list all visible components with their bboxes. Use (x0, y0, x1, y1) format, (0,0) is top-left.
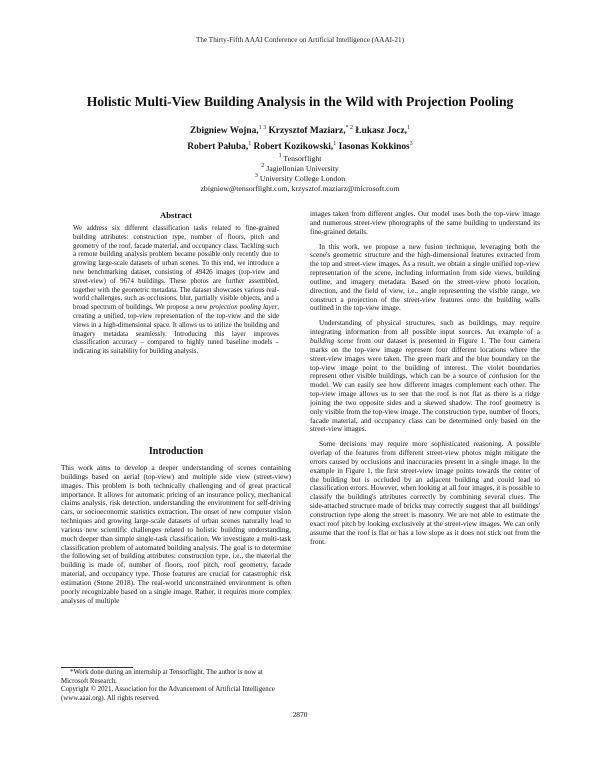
author-affiliation-mark: 1 (248, 140, 252, 147)
affiliation-line: $^3$ University College London (254, 173, 346, 183)
author-name: Łukasz Jocz, (355, 126, 407, 136)
author-emails: zbigniew@tensorflight.com, krzysztof.maziarz@microsoft.com (200, 184, 400, 193)
paragraph: Understanding of physical structures, such as buildings, may require integrating information from all possible input sources. An example of a building scene from our dataset is presented in Figure 1. The four camera marks on the top-view image represent four different locations where the street-view images were taken. The green mark and the blue boundary on the top-view image point to the building of interest. The violet boundaries represent other visible buildings, which can be a source of confusion for the model. We can easily see how different images complement each other. The top-view image allows us to see that the roof is not flat as there is a ridge joining the two opposite sides and a skewed shadow. The roof geometry is only visible from the top-view image. The construction type, number of floors, facade material, and occupancy class can be determined only based on the street-view images. (310, 319, 540, 434)
introduction-heading: Introduction (148, 446, 204, 457)
author-affiliation-mark: 1 (406, 125, 410, 131)
affiliation-line: $^1$ Tensorflight (278, 153, 322, 163)
abstract-heading: Abstract (160, 210, 192, 220)
page-number: 2870 (292, 710, 308, 719)
abstract-body: We address six different classification tasks related to fine-grained building attributes: construction type, number of floors, pitch and geometry of the roof, facade material, and occupancy class. Tackling such a remote building analysis problem became possible only recently due to growing large-scale datasets of urban scenes. To this end, we introduce a new benchmarking dataset, consisting of 49426 images (top-view and street-view) of 9674 buildings. These photos are further assembled, together with the geometric metadata. The dataset showcases various real-world challenges, such as occlusions, blur, partially visible objects, and a broad spectrum of buildings. We propose a new projection pooling layer, creating a unified, top-view representation of the top-view and the side views in a high-dimensional space. It allows us to utilize the building and imagery metadata seamlessly. Introducing this layer improves classification accuracy – compared to highly tuned baseline models – indicating its suitability for building analysis. (73, 225, 279, 356)
author-name: Robert Pałuba, (187, 141, 249, 152)
author-name: Krzysztof Maziarz, (268, 126, 346, 136)
copyright-notice: Copyright © 2021, Association for the Advancement of Artificial Intelligence (www.aaai.org). All rights reserved. (61, 686, 275, 702)
affiliation-line: $^2$ Jagiellonian University (261, 163, 339, 173)
footnote-note: *Work done during an internship at Tensorflight. The author is now at Microsoft Research. (61, 669, 263, 685)
venue-header: The Thirty-Fifth AAAI Conference on Artificial Intelligence (AAAI-21) (195, 36, 405, 44)
author-name: Robert Kozikowski, (253, 141, 334, 152)
paragraph: In this work, we propose a new fusion technique, leveraging both the scene's geometric structure and the high-dimensional features extracted from the top and street-view images. As a result, we obtain a single unified top-view representation of the scene, including information from side views, building outline, and imagery metadata. Based on the street-view photo location, direction, and the field of view, i.e., angle representing the visible range, we construct a projection of the street-view features onto the building walls outlined in the top-view image. (310, 242, 540, 313)
footnote (61, 669, 291, 703)
author-name: Iasonas Kokkinos (338, 141, 410, 152)
right-column (310, 210, 540, 546)
paragraph: This work aims to develop a deeper understanding of scenes containing buildings based on aerial (top-view) and multiple side view (street-view) images. This problem is both technically challenging and of great practical importance. It allows for automatic pricing of an insurance policy, mechanical claims analysis, risk detection, understanding the environment for self-driving cars, or socioeconomic statistics extraction. The onset of new computer vision techniques and growing large-scale datasets of urban scenes naturally lead to various new scientific challenges related to holistic building understanding, much deeper than simple single-task classification. We investigate a multi-task classification problem of automated building analysis. The goal is to determine the following set of building attributes: construction type, i.e., the material the building is made of, number of floors, roof pitch, roof geometry, facade material, and occupancy type. Those features are crucial for catastrophic risk estimation (Stone 2018). The real-world unconstrained environment is often poorly recognizable based on a single image. Rather, it requires more complex analyses of multiple (61, 464, 291, 605)
author-name: Zbigniew Wojna, (190, 126, 259, 136)
introduction-body (61, 464, 291, 606)
paragraph: Some decisions may require more sophisticated reasoning. A possible overlap of the features from different street-view photos might mitigate the errors caused by occlusions and inaccuracies present in a single image. In the example in Figure 1, the first street-view image points towards the center of the building but is occluded by an adjacent building and could lead to classification errors. However, when looking at all four images, it is possible to classify the building's attributes correctly by combining several clues. The side-attached structure made of bricks may correctly suggest that all buildings' construction type along the street is masonry. We are not able to estimate the exact roof pitch by looking exclusively at the street-view images. We can only assume that the roof is flat or has a low slope as it does not stick out from the front. (310, 440, 540, 546)
author-affiliation-mark: 1 (333, 140, 337, 147)
footnote-rule (61, 667, 133, 668)
author-affiliation-mark: 3 (409, 140, 413, 147)
paragraph: images taken from different angles. Our model uses both the top-view image and numerous street-view photographs of the same building to understand its fine-grained details. (310, 210, 540, 236)
author-list (60, 124, 540, 155)
author-affiliation-mark: 1 3 (258, 125, 267, 131)
affiliations (60, 154, 540, 194)
author-affiliation-mark: * 2 (345, 125, 354, 131)
paper-title: Holistic Multi-View Building Analysis in the Wild with Projection Pooling (86, 94, 514, 109)
